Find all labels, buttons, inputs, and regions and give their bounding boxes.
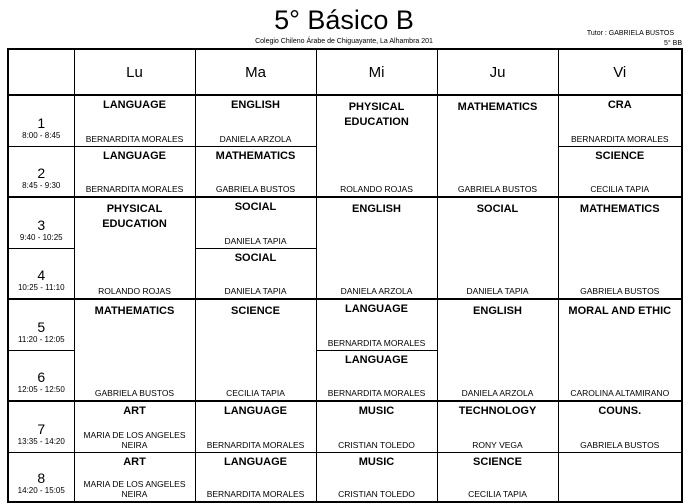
- period-time: 8:45 - 9:30: [22, 181, 61, 190]
- class-slot: [558, 146, 682, 197]
- subject: SCIENCE: [595, 149, 645, 162]
- subject: PHYSICAL EDUCATION: [344, 101, 409, 128]
- subject: MATHEMATICS: [579, 203, 660, 215]
- class-slot: [74, 401, 195, 452]
- period-number: 5: [37, 318, 46, 335]
- period-row: [8, 299, 682, 350]
- subject: PHYSICAL EDUCATION: [102, 203, 167, 230]
- subject: SCIENCE: [473, 455, 522, 468]
- teacher: MARIA DE LOS ANGELES NEIRA: [83, 429, 186, 450]
- period-row: [8, 452, 682, 502]
- subject: SOCIAL: [234, 251, 277, 264]
- empty-slot: [558, 452, 682, 502]
- school-address: Colegio Chileno Árabe de Chiguayante, La Alhambra 201: [255, 38, 433, 45]
- class-slot: [195, 248, 316, 299]
- period-cell: [8, 401, 74, 452]
- period-cell: [8, 146, 74, 197]
- teacher: DANIELA TAPIA: [224, 286, 287, 296]
- teacher: MARIA DE LOS ANGELES NEIRA: [83, 479, 186, 499]
- period-time: 14:20 - 15:05: [17, 486, 65, 495]
- subject: TECHNOLOGY: [458, 405, 537, 417]
- class-slot: [558, 401, 682, 452]
- timetable: [7, 48, 683, 503]
- subject: ENGLISH: [352, 203, 401, 215]
- class-slot: [316, 299, 437, 350]
- period-row: [8, 197, 682, 248]
- subject: MATHEMATICS: [215, 149, 296, 162]
- class-slot: [437, 197, 558, 299]
- teacher: ROLANDO ROJAS: [340, 184, 413, 194]
- period-cell: [8, 197, 74, 248]
- subject: MUSIC: [358, 405, 395, 417]
- period-number: 3: [37, 216, 46, 233]
- subject: ENGLISH: [473, 305, 522, 317]
- tutor-label: Tutor : GABRIELA BUSTOS: [586, 30, 674, 37]
- class-slot: [558, 299, 682, 401]
- teacher: DANIELA TAPIA: [224, 235, 287, 246]
- teacher: BERNARDITA MORALES: [327, 388, 426, 398]
- teacher: DANIELA ARZOLA: [340, 286, 413, 296]
- class-slot: [74, 95, 195, 146]
- subject: MATHEMATICS: [457, 101, 538, 113]
- teacher: CECILIA TAPIA: [226, 388, 285, 398]
- class-slot: [558, 197, 682, 299]
- teacher: CECILIA TAPIA: [590, 184, 650, 194]
- teacher: GABRIELA BUSTOS: [580, 439, 660, 450]
- teacher: BERNARDITA MORALES: [85, 133, 184, 144]
- period-time: 12:05 - 12:50: [17, 385, 65, 394]
- class-slot: [195, 299, 316, 401]
- class-slot: [558, 95, 682, 146]
- class-slot: [316, 401, 437, 452]
- period-time: 11:20 - 12:05: [17, 334, 65, 344]
- class-slot: [195, 197, 316, 248]
- period-time: 9:40 - 10:25: [19, 232, 63, 242]
- period-number: 2: [37, 165, 46, 181]
- subject: MUSIC: [358, 455, 395, 468]
- subject: LANGUAGE: [224, 405, 287, 417]
- subject: LANGUAGE: [345, 303, 408, 315]
- teacher: GABRIELA BUSTOS: [215, 184, 296, 194]
- teacher: CRISTIAN TOLEDO: [338, 439, 415, 450]
- class-slot: [74, 197, 195, 299]
- period-cell: [8, 350, 74, 401]
- class-slot: [195, 401, 316, 452]
- subject: ART: [123, 405, 146, 417]
- period-number: 8: [37, 470, 46, 486]
- subject: SOCIAL: [234, 201, 277, 213]
- period-time: 8:00 - 8:45: [22, 130, 61, 140]
- header-row: [8, 49, 682, 95]
- day-header: Lu: [74, 49, 195, 95]
- period-cell: [8, 248, 74, 299]
- subject: COUNS.: [598, 405, 642, 417]
- subject: ENGLISH: [231, 99, 280, 111]
- subject: LANGUAGE: [345, 353, 408, 366]
- period-row: [8, 95, 682, 146]
- teacher: CAROLINA ALTAMIRANO: [570, 388, 670, 398]
- day-header: Vi: [558, 49, 682, 95]
- period-cell: [8, 452, 74, 502]
- teacher: DANIELA ARZOLA: [219, 133, 292, 144]
- class-slot: [195, 146, 316, 197]
- class-slot: [316, 95, 437, 197]
- subject: MATHEMATICS: [94, 305, 175, 317]
- subject: CRA: [607, 99, 632, 111]
- schedule-title: 5° Básico B: [274, 5, 414, 35]
- class-slot: [74, 146, 195, 197]
- period-number: 6: [37, 369, 46, 385]
- teacher: GABRIELA BUSTOS: [94, 388, 175, 398]
- subject: LANGUAGE: [103, 149, 166, 162]
- teacher: BERNARDITA MORALES: [85, 184, 184, 194]
- period-number: 1: [37, 114, 46, 131]
- class-code: 5° BB: [664, 40, 682, 47]
- teacher: DANIELA ARZOLA: [461, 388, 534, 398]
- teacher: BERNARDITA MORALES: [206, 439, 305, 450]
- teacher: ROLANDO ROJAS: [98, 286, 171, 296]
- subject: LANGUAGE: [224, 455, 287, 468]
- teacher: CECILIA TAPIA: [468, 489, 527, 499]
- teacher: GABRIELA BUSTOS: [457, 184, 538, 194]
- class-slot: [437, 401, 558, 452]
- class-slot: [195, 95, 316, 146]
- period-cell: [8, 299, 74, 350]
- subject: LANGUAGE: [103, 99, 166, 111]
- class-slot: [74, 299, 195, 401]
- class-slot: [437, 299, 558, 401]
- subject: SOCIAL: [476, 203, 519, 215]
- subject: ART: [123, 455, 146, 468]
- teacher: CRISTIAN TOLEDO: [338, 489, 415, 499]
- class-slot: [74, 452, 195, 502]
- period-row: [8, 401, 682, 452]
- teacher: BERNARDITA MORALES: [327, 337, 426, 348]
- teacher: BERNARDITA MORALES: [570, 133, 669, 144]
- period-number: 7: [37, 420, 46, 437]
- teacher: RONY VEGA: [472, 439, 523, 450]
- subject: MORAL AND ETHIC: [568, 305, 672, 317]
- subject: SCIENCE: [231, 305, 280, 317]
- period-number: 4: [37, 267, 46, 283]
- teacher: BERNARDITA MORALES: [206, 489, 305, 499]
- day-header: Mi: [316, 49, 437, 95]
- corner-cell: [8, 49, 74, 95]
- period-time: 10:25 - 11:10: [17, 283, 65, 292]
- day-header: Ju: [437, 49, 558, 95]
- teacher: GABRIELA BUSTOS: [580, 286, 660, 296]
- class-slot: [195, 452, 316, 502]
- class-slot: [316, 197, 437, 299]
- day-header: Ma: [195, 49, 316, 95]
- period-cell: [8, 95, 74, 146]
- class-slot: [316, 452, 437, 502]
- class-slot: [316, 350, 437, 401]
- teacher: DANIELA TAPIA: [466, 286, 529, 296]
- class-slot: [437, 452, 558, 502]
- period-time: 13:35 - 14:20: [17, 436, 65, 446]
- class-slot: [437, 95, 558, 197]
